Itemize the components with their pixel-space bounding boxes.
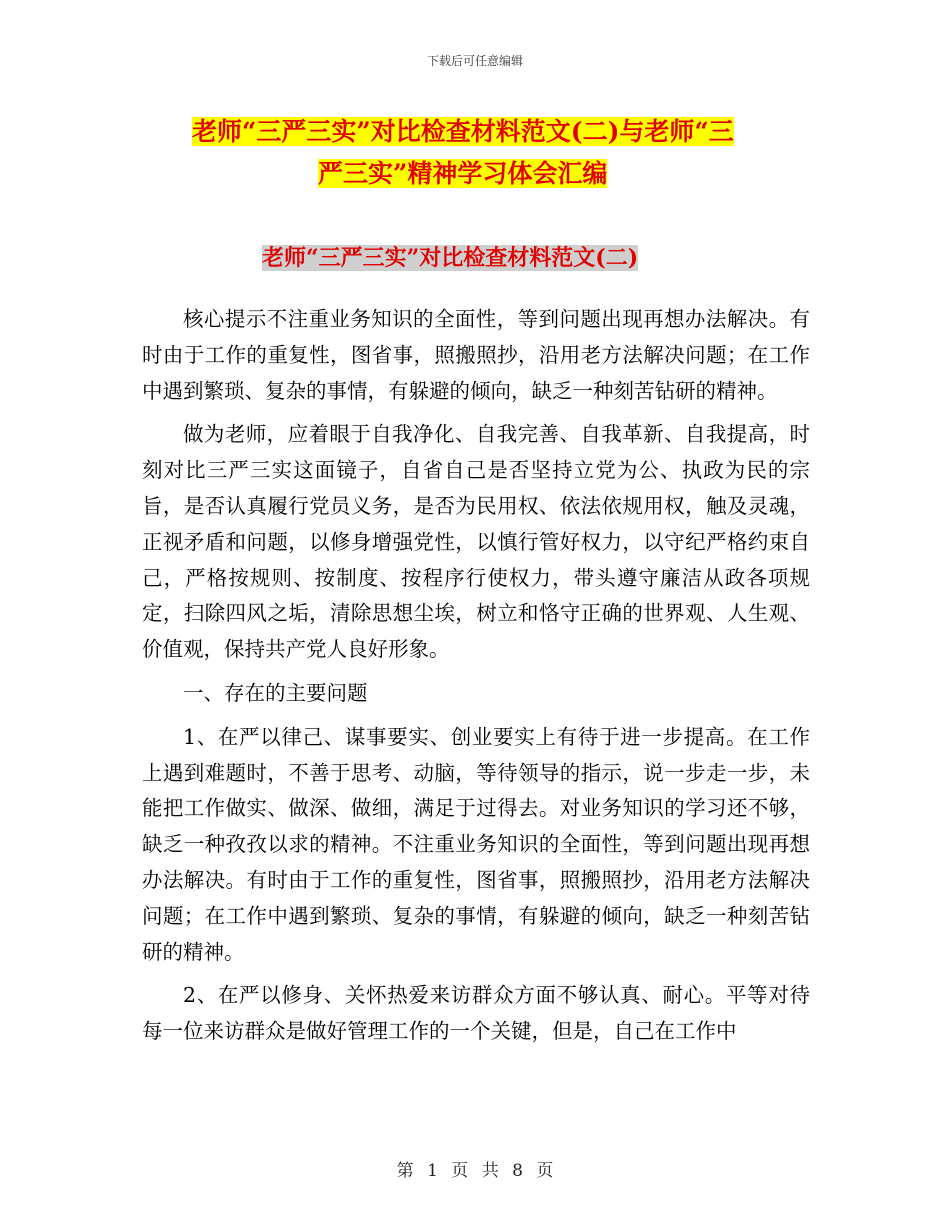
section-title [262, 241, 638, 272]
page-footer: 第 1 页 共 8 页 [396, 1161, 554, 1181]
title-highlight-2: 严三实”精神学习体会汇编 [318, 159, 608, 188]
section-heading: 一、存在的主要问题 [183, 680, 368, 705]
section-title-highlight: 老师“三严三实”对比检查材料范文(二) [262, 245, 639, 271]
list-item-1: 1、在严以律己、谋事要实、创业要实上有待于进一步提高。在工作上遇到难题时，不善于思考、动脑，等待领导的指示，说一步走一步，未能把工作做实、做深、做细，满足于过得去。对业务知识的学习还不够，缺乏一种孜孜以求的精神。不注重业务知识的全面性，等到问题出现再想办法解决。有时由于工作的重复性，图省事，照搬照抄，沿用老方法解决问题；在工作中遇到繁琐、复杂的事情，有躲避的倾向，缺乏一种刻苦钻研的精神。 [142, 724, 810, 964]
title-highlight-1: 老师“三严三实”对比检查材料范文(二)与老师“三 [192, 117, 734, 146]
header-note: 下载后可任意编辑 [426, 54, 523, 68]
document-body [142, 302, 810, 1058]
document-title-line-1 [192, 112, 734, 148]
paragraph-intro: 做为老师，应着眼于自我净化、自我完善、自我革新、自我提高，时刻对比三严三实这面镜子，自省自己是否坚持立党为公、执政为民的宗旨，是否认真履行党员义务，是否为民用权、依法依规用权，触及灵魂，正视矛盾和问题，以修身增强党性，以慎行管好权力，以守纪严格约束自己，严格按规则、按制度、按程序行使权力，带头遵守廉洁从政各项规定，扫除四风之垢，清除思想尘埃，树立和恪守正确的世界观、人生观、价值观，保持共产党人良好形象。 [142, 422, 810, 662]
document-title-line-2 [318, 154, 607, 190]
list-item-2: 2、在严以修身、关怀热爱来访群众方面不够认真、耐心。平等对待每一位来访群众是做好管理工作的一个关键，但是，自己在工作中 [142, 983, 810, 1044]
paragraph-summary: 核心提示不注重业务知识的全面性，等到问题出现再想办法解决。有时由于工作的重复性，图省事，照搬照抄，沿用老方法解决问题；在工作中遇到繁琐、复杂的事情，有躲避的倾向，缺乏一种刻苦钻研的精神。 [142, 307, 810, 403]
